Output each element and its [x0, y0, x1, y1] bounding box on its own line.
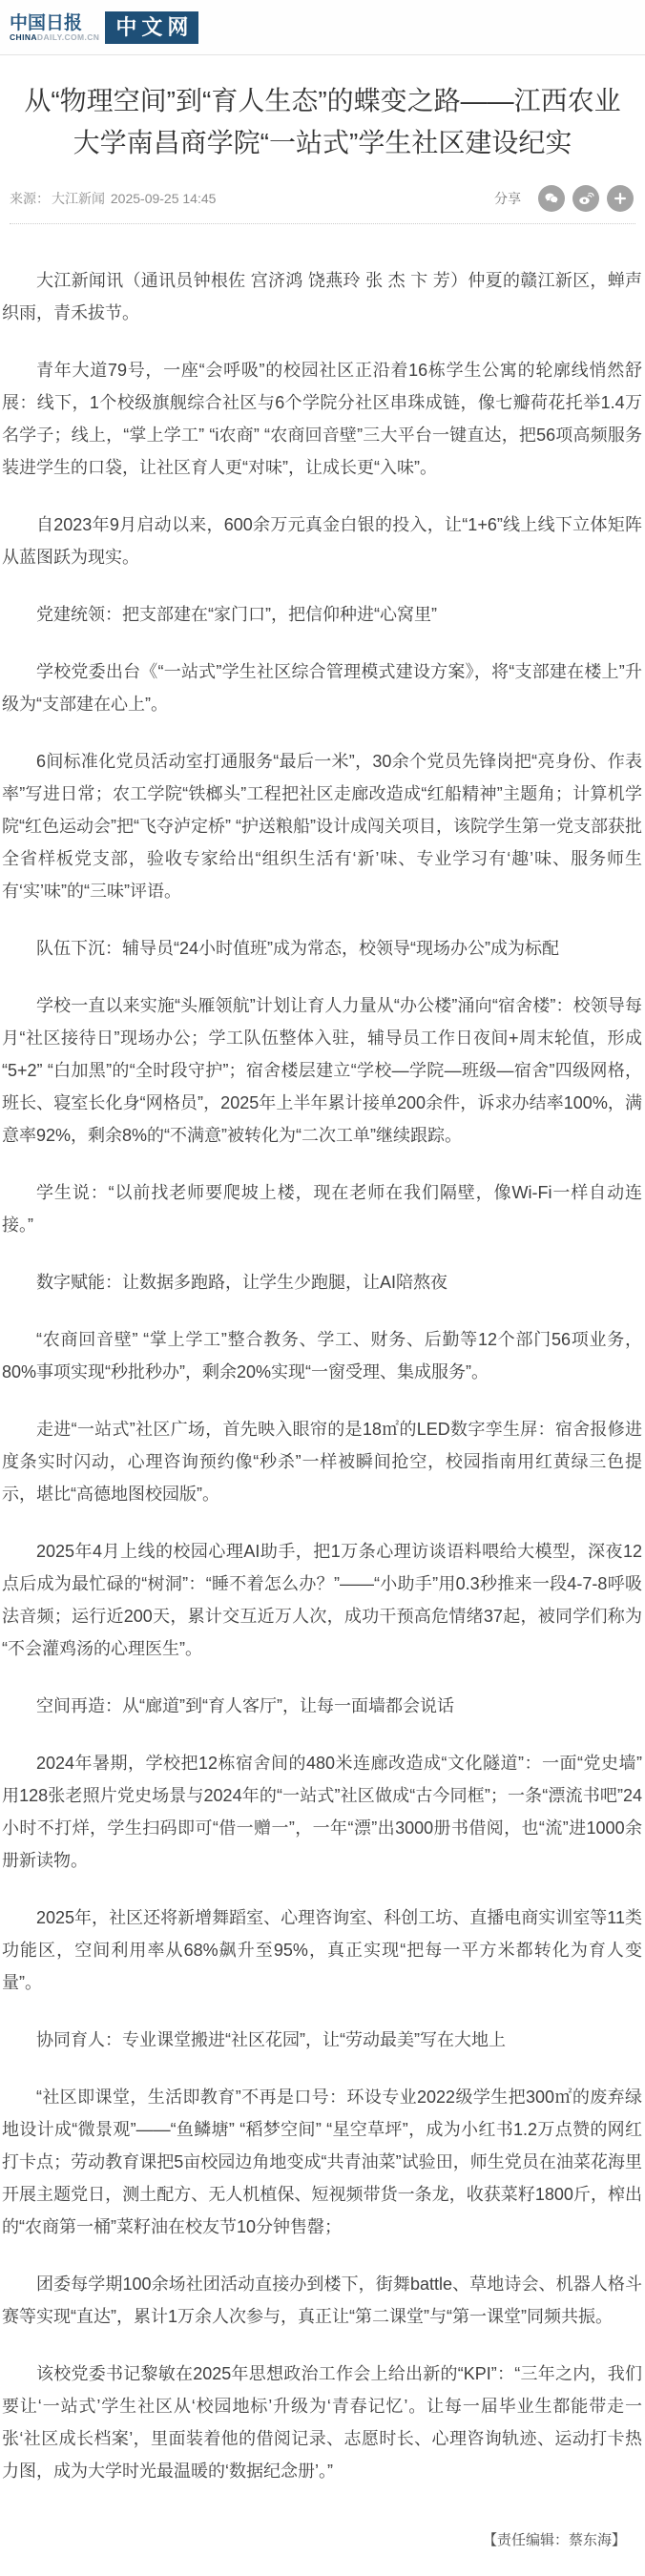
editor-note: 【责任编辑：蔡东海】	[482, 2532, 626, 2548]
article-paragraph: 6间标准化党员活动室打通服务“最后一米”，30余个党员先锋岗把“亮身份、作表率”写进日常；农工学院“铁榔头”工程把社区走廊改造成“红船精神”主题角；计算机学院“红色运动会”把“飞夺泸定桥” “护送粮船”设计成闯关项目，该院学生第一党支部获批全省样板党支部，验收专家给出“组织生活有‘新’味、专业学习有‘趣’味、服务师生有‘实’味”的“三味”评语。	[2, 752, 642, 901]
logo-brand-cn: 中国日报	[10, 11, 83, 33]
article-body	[0, 224, 645, 2487]
article-paragraph: 党建统领：把支部建在“家门口”，把信仰种进“心窝里”	[36, 605, 437, 624]
article-paragraph: “农商回音壁” “掌上学工”整合教务、学工、财务、后勤等12个部门56项业务，80%事项实现“秒批秒办”，剩余20%实现“一窗受理、集成服务”。	[2, 1330, 642, 1381]
article-paragraph: 2025年4月上线的校园心理AI助手，把1万条心理访谈语料喂给大模型，深夜12点后成为最忙碌的“树洞”：“睡不着怎么办？”——“小助手”用0.3秒推来一段4-7-8呼吸法音频；运行近200天，累计交互近万人次，成功干预高危情绪37起，被同学们称为“不会灌鸡汤的心理医生”。	[2, 1542, 642, 1658]
article-paragraph: 学生说：“以前找老师要爬坡上楼，现在老师在我们隔壁，像Wi-Fi一样自动连接。”	[2, 1183, 642, 1235]
article-paragraph: 数字赋能：让数据多跑路，让学生少跑腿，让AI陪熬夜	[36, 1273, 448, 1292]
publish-datetime: 2025-09-25 14:45	[110, 191, 217, 206]
article-paragraph: 青年大道79号，一座“会呼吸”的校园社区正沿着16栋学生公寓的轮廓线悄然舒展：线下，1个校级旗舰综合社区与6个学院分社区串珠成链，像七瓣荷花托举1.4万名学子；线上，“掌上学工” “i农商” “农商回音壁”三大平台一键直达，把56项高频服务装进学生的口袋，让社区育人更“对味”，让成长更“入味”。	[2, 361, 642, 477]
article-meta-row	[10, 183, 634, 214]
chinadaily-logo[interactable]	[10, 11, 198, 44]
logo-site-name-badge: 中文网	[105, 11, 198, 44]
article-paragraph: 协同育人：专业课堂搬进“社区花园”，让“劳动最美”写在大地上	[36, 2030, 506, 2049]
article-paragraph: 空间再造：从“廊道”到“育人客厅”，让每一面墙都会说话	[36, 1696, 454, 1715]
wechat-icon	[543, 190, 560, 207]
article-source	[10, 189, 218, 208]
weibo-share-icon[interactable]	[572, 185, 599, 212]
share-label: 分享	[494, 191, 521, 206]
article-paragraph: 2025年，社区还将新增舞蹈室、心理咨询室、科创工坊、直播电商实训室等11类功能区，空间利用率从68%飙升至95%，真正实现“把每一平方米都转化为育人变量”。	[2, 1908, 642, 1992]
article-paragraph: 大江新闻讯（通讯员钟根佐 宫济鸿 饶燕玲 张 杰 卞 芳）仲夏的赣江新区，蝉声织雨，青禾拔节。	[2, 271, 642, 322]
article-paragraph: 自2023年9月启动以来，600余万元真金白银的投入，让“1+6”线上线下立体矩阵从蓝图跃为现实。	[2, 515, 642, 567]
more-share-icon[interactable]	[607, 185, 634, 212]
source-name: 大江新闻	[52, 191, 105, 206]
source-label: 来源：	[10, 191, 50, 206]
article-paragraph: 走进“一站式”社区广场，首先映入眼帘的是18㎡的LED数字孪生屏：宿舍报修进度条实时闪动，心理咨询预约像“秒杀”一样被瞬间抢空，校园指南用红黄绿三色提示，堪比“高德地图校园版”。	[2, 1420, 642, 1504]
site-header	[0, 0, 645, 55]
article-paragraph: 学校党委出台《“一站式”学生社区综合管理模式建设方案》，将“支部建在楼上”升级为“支部建在心上”。	[2, 662, 642, 714]
logo-brand-en: CHINADAILY.COM.CN	[10, 31, 100, 42]
article-paragraph: 2024年暑期，学校把12栋宿舍间的480米连廊改造成“文化隧道”：一面“党史墙”用128张老照片党史场景与2024年的“一站式”社区做成“古今同框”；一条“漂流书吧”24小时不打烊，学生扫码即可“借一赠一”，一年“漂”出3000册书借阅，也“流”进1000余册新读物。	[2, 1754, 642, 1870]
article-paragraph: 队伍下沉：辅导员“24小时值班”成为常态，校领导“现场办公”成为标配	[36, 939, 559, 958]
logo-cn-block	[10, 13, 99, 42]
plus-icon	[612, 190, 629, 207]
article-title: 从“物理空间”到“育人生态”的蝶变之路——江西农业大学南昌商学院“一站式”学生社区建设纪实	[24, 86, 621, 157]
weibo-icon	[577, 190, 594, 207]
wechat-share-icon[interactable]	[538, 185, 565, 212]
article-paragraph: “社区即课堂，生活即教育”不再是口号：环设专业2022级学生把300㎡的废弃绿地设计成“微景观”——“鱼鳞塘” “稻梦空间” “星空草坪”，成为小红书1.2万点赞的网红打卡点；劳动教育课把5亩校园边角地变成“共青油菜”试验田，师生党员在油菜花海里开展主题党日，测土配方、无人机植保、短视频带货一条龙，收获菜籽1800斤，榨出的“农商第一桶”菜籽油在校友节10分钟售罄；	[2, 2088, 642, 2236]
article-paragraph: 团委每学期100余场社团活动直接办到楼下，街舞battle、草地诗会、机器人格斗赛等实现“直达”，累计1万余人次参与，真正让“第二课堂”与“第一课堂”同频共振。	[2, 2275, 642, 2326]
article-paragraph: 该校党委书记黎敏在2025年思想政治工作会上给出新的“KPI”：“三年之内，我们要让‘一站式’学生社区从‘校园地标’升级为‘青春记忆’。让每一届毕业生都能带走一张‘社区成长档案’，里面装着他的借阅记录、志愿时长、心理咨询轨迹、运动打卡热力图，成为大学时光最温暖的‘数据纪念册’。”	[2, 2364, 642, 2481]
share-area	[494, 185, 634, 212]
article-paragraph: 学校一直以来实施“头雁领航”计划让育人力量从“办公楼”涌向“宿舍楼”：校领导每月“社区接待日”现场办公；学工队伍整体入驻，辅导员工作日夜间+周末轮值，形成“5+2” “白加黑”的“全时段守护”；宿舍楼层建立“学校—学院—班级—宿舍”四级网格，班长、寝室长化身“网格员”，2025年上半年累计接单200余件，诉求办结率100%，满意率92%，剩余8%的“不满意”被转化为“二次工单”继续跟踪。	[2, 996, 642, 1145]
